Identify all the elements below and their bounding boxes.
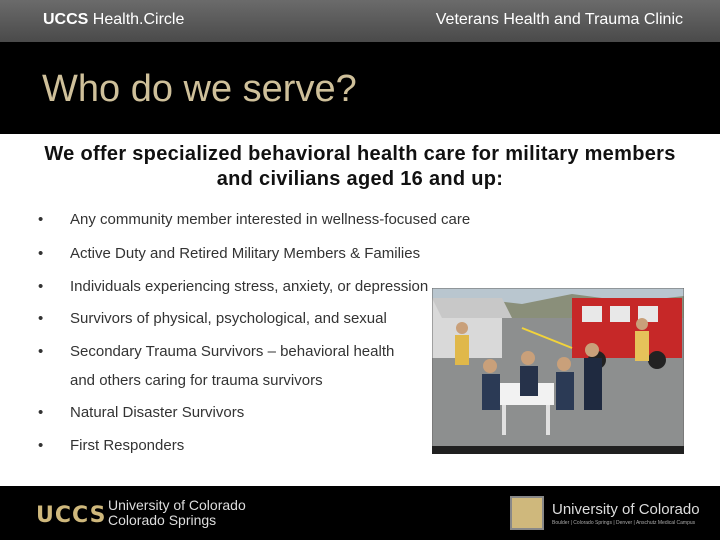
header-bar <box>0 0 720 42</box>
photo-caption-strip <box>432 446 684 454</box>
bullet-dot: • <box>38 310 44 327</box>
bullet-dot: • <box>38 437 44 454</box>
brand-rest: Health.Circle <box>88 11 185 28</box>
intro-text: We offer specialized behavioral health care for military members and civilians aged 16 and up: <box>44 143 676 190</box>
cu-name: University of Colorado <box>552 501 700 518</box>
bullet-continuation: and others caring for trauma survivors <box>70 372 323 389</box>
clinic-name: Veterans Health and Trauma Clinic <box>435 11 683 28</box>
bullet-text: Survivors of physical, psychological, and sexual <box>70 310 387 327</box>
uccs-logo: UCCS <box>36 503 107 528</box>
title-bar <box>0 42 720 134</box>
bullet-text: Active Duty and Retired Military Members & Families <box>70 245 421 262</box>
bullet-text: Individuals experiencing stress, anxiety, or depression <box>70 278 429 295</box>
bullet-text: Any community member interested in wellness-focused care <box>70 211 471 228</box>
photo-illustration <box>432 288 684 454</box>
uccs-name <box>108 498 246 528</box>
uccs-line1: University of Colorado <box>108 497 246 513</box>
bullet-text: Natural Disaster Survivors <box>70 404 245 421</box>
bullet-dot: • <box>38 211 44 228</box>
first-responders-photo <box>432 288 684 454</box>
bullet-dot: • <box>38 404 44 421</box>
brand-title <box>43 11 184 29</box>
cu-emblem-icon <box>510 496 544 530</box>
bullet-dot: • <box>38 278 44 295</box>
cu-campuses: Boulder | Colorado Springs | Denver | Anschutz Medical Campus <box>552 520 696 526</box>
slide-title: Who do we serve? <box>42 68 357 110</box>
bullet-dot: • <box>38 245 44 262</box>
bullet-text: Secondary Trauma Survivors – behavioral health <box>70 343 395 360</box>
brand-bold: UCCS <box>43 11 89 28</box>
footer-bar <box>0 486 720 540</box>
bullet-text: First Responders <box>70 437 185 454</box>
bullet-dot: • <box>38 343 44 360</box>
uccs-line2: Colorado Springs <box>108 512 217 528</box>
